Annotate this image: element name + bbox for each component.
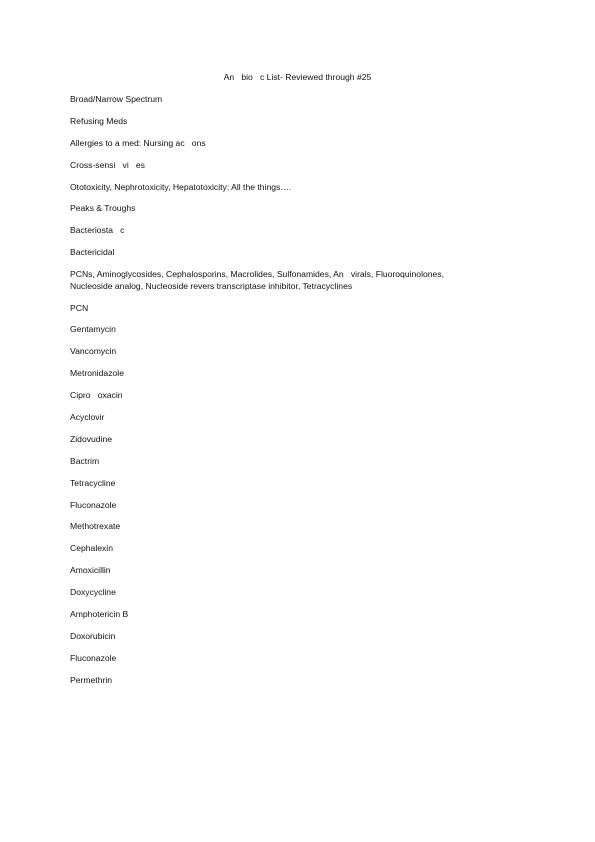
list-item: Metronidazole	[70, 368, 124, 379]
list-item: Permethrin	[70, 674, 113, 685]
list-item: Gentamycin	[70, 324, 116, 335]
list-item: Allergies to a med: Nursing ac ons	[70, 137, 206, 148]
list-item: Fluconazole	[70, 499, 117, 510]
list-item: Methotrexate	[70, 521, 121, 532]
list-item: Peaks & Troughs	[70, 203, 136, 214]
list-item: Ototoxicity, Nephrotoxicity, Hepatotoxicity: All the things….	[70, 181, 292, 192]
list-item: Zidovudine	[70, 433, 113, 444]
list-item: Cipro oxacin	[70, 390, 123, 401]
list-item: Vancomycin	[70, 346, 117, 357]
list-item: Cephalexin	[70, 543, 113, 554]
list-item: Doxycycline	[70, 587, 116, 598]
list-item: Cross-sensi vi es	[70, 159, 145, 170]
list-item: Amoxicillin	[70, 565, 111, 576]
list-item: Refusing Meds	[70, 115, 128, 126]
list-item: Bactericidal	[70, 247, 115, 258]
page-title: An bio c List- Reviewed through #25	[223, 72, 372, 82]
list-item: Tetracycline	[70, 477, 116, 488]
list-item: PCNs, Aminoglycosides, Cephalosporins, Macrolides, Sulfonamides, An virals, Fluoroquinolones, Nucleoside analog, Nucleoside revers transcriptase inhibitor, Tetracyclines	[70, 269, 445, 291]
list-item: Bacteriosta c	[70, 225, 125, 236]
list-item: Amphotericin B	[70, 608, 129, 619]
topic-list	[70, 94, 530, 697]
list-item: PCN	[70, 302, 89, 313]
list-item: Fluconazole	[70, 652, 117, 663]
list-item: Broad/Narrow Spectrum	[70, 94, 163, 104]
list-item: Bactrim	[70, 455, 100, 466]
list-item: Acyclovir	[70, 411, 105, 422]
list-item: Doxorubicin	[70, 630, 116, 641]
